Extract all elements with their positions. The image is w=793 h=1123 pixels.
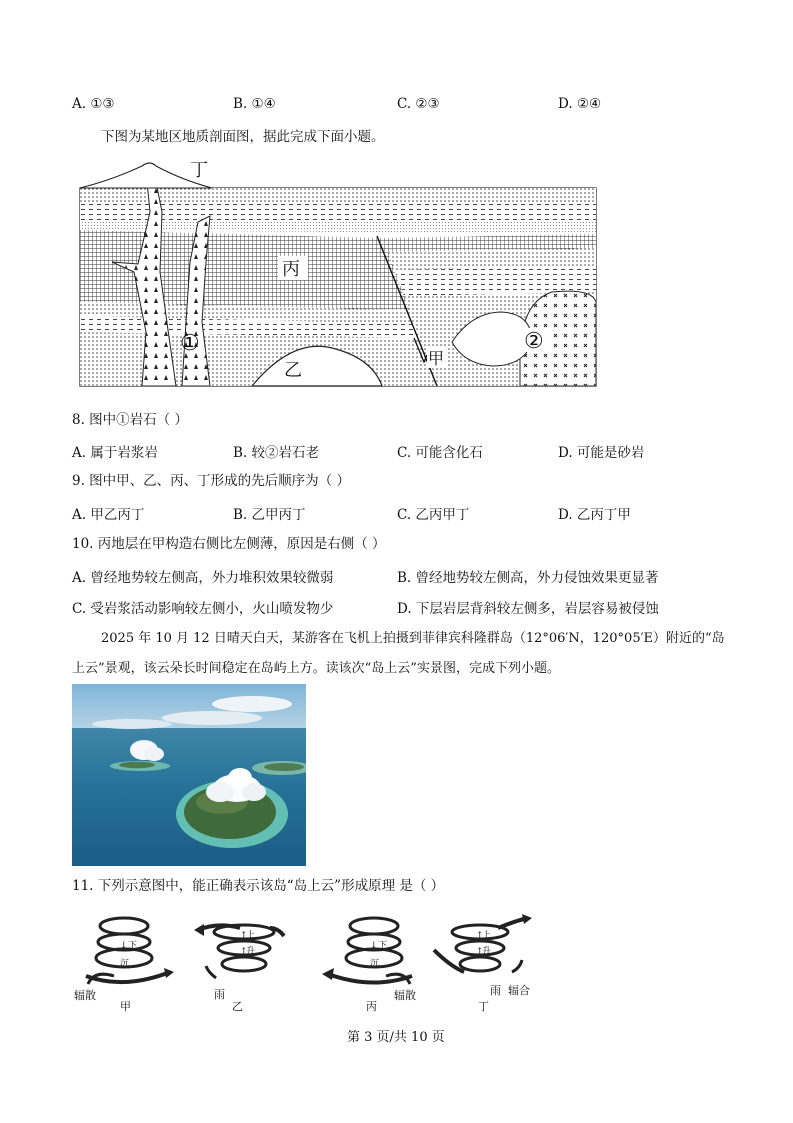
svg-text:沉: 沉 [370, 959, 380, 969]
label-ding: 丁 [190, 160, 208, 181]
q9-stem: 9. 图中甲、乙、丙、丁形成的先后顺序为（ ） [72, 473, 350, 489]
svg-text:↓: ↓ [370, 941, 378, 951]
q8-option-a: A. 属于岩浆岩 [72, 445, 158, 461]
diagram-name-bing: 丙 [366, 1000, 377, 1013]
q8-option-c: C. 可能含化石 [397, 445, 483, 461]
label-radiation-jia: 辐散 [74, 989, 96, 1002]
svg-text:上: 上 [482, 931, 492, 941]
label-radiation-bing: 辐散 [394, 989, 416, 1002]
diagram-bing [316, 910, 426, 1014]
svg-text:升: 升 [482, 947, 492, 957]
label-yi: 乙 [284, 360, 302, 381]
diagram-ding [428, 910, 540, 1014]
svg-text:↑: ↑ [240, 947, 248, 957]
q11-stem: 11. 下列示意图中，能正确表示该岛“岛上云”形成原理 是（ ） [72, 878, 445, 894]
q7-option-a: A. ①③ [72, 96, 115, 112]
q9-option-a: A. 甲乙丙丁 [72, 507, 145, 523]
svg-text:沉: 沉 [120, 959, 130, 969]
q8-option-d: D. 可能是砂岩 [558, 445, 645, 461]
label-1: ① [180, 331, 200, 356]
q10-option-b: B. 曾经地势较左侧高，外力侵蚀效果更显著 [397, 570, 659, 586]
island-cloud-photo [72, 684, 306, 866]
svg-text:上: 上 [246, 931, 256, 941]
q9-option-c: C. 乙丙甲丁 [397, 507, 470, 523]
svg-text:↓: ↓ [120, 941, 128, 951]
q8-option-b: B. 较②岩石老 [233, 445, 320, 461]
q8-stem: 8. 图中①岩石（ ） [72, 412, 188, 428]
svg-text:下: 下 [378, 941, 388, 951]
q9-option-d: D. 乙丙丁甲 [558, 507, 631, 523]
q7-option-b: B. ①④ [233, 96, 276, 112]
diagram-name-yi: 乙 [232, 1000, 243, 1013]
diagram-jia [74, 910, 184, 1014]
q10-option-d: D. 下层岩层背斜较左侧多，岩层容易被侵蚀 [397, 601, 659, 617]
page-footer: 第 3 页/共 10 页 [347, 1030, 445, 1045]
diagram-yi [188, 910, 300, 1014]
label-2: ② [524, 329, 544, 354]
q7-option-c: C. ②③ [397, 96, 440, 112]
q10-option-a: A. 曾经地势较左侧高，外力堆积效果较微弱 [72, 570, 334, 586]
intro-island-cloud-line2: 上云”景观，该云朵长时间稳定在岛屿上方。读该次“岛上云”实景图，完成下列小题。 [72, 661, 560, 676]
diagram-name-jia: 甲 [120, 1000, 131, 1013]
q10-stem: 10. 丙地层在甲构造右侧比左侧薄，原因是右侧（ ） [72, 536, 386, 552]
svg-text:↑: ↑ [476, 931, 484, 941]
label-rain-ding: 雨 [490, 984, 501, 997]
geologic-cross-section [72, 152, 602, 388]
label-bing: 丙 [282, 259, 300, 280]
svg-text:升: 升 [246, 947, 256, 957]
svg-text:↑: ↑ [476, 947, 484, 957]
svg-text:下: 下 [128, 941, 138, 951]
label-rain-yi: 雨 [214, 988, 225, 1001]
q9-option-b: B. 乙甲丙丁 [233, 507, 306, 523]
intro-island-cloud-line1: 2025 年 10 月 12 日晴天白天，某游客在飞机上拍摄到菲律宾科隆群岛（12°06′N，120°05′E）附近的“岛 [101, 631, 725, 646]
diagram-name-ding: 丁 [478, 1000, 489, 1013]
label-jia: 甲 [428, 349, 445, 368]
q10-option-c: C. 受岩浆活动影响较左侧小，火山喷发物少 [72, 601, 334, 617]
svg-text:↑: ↑ [240, 931, 248, 941]
label-convergence-ding: 辐合 [508, 984, 530, 997]
intro-geology: 下图为某地区地质剖面图，据此完成下面小题。 [101, 129, 385, 145]
q7-option-d: D. ②④ [558, 96, 602, 112]
